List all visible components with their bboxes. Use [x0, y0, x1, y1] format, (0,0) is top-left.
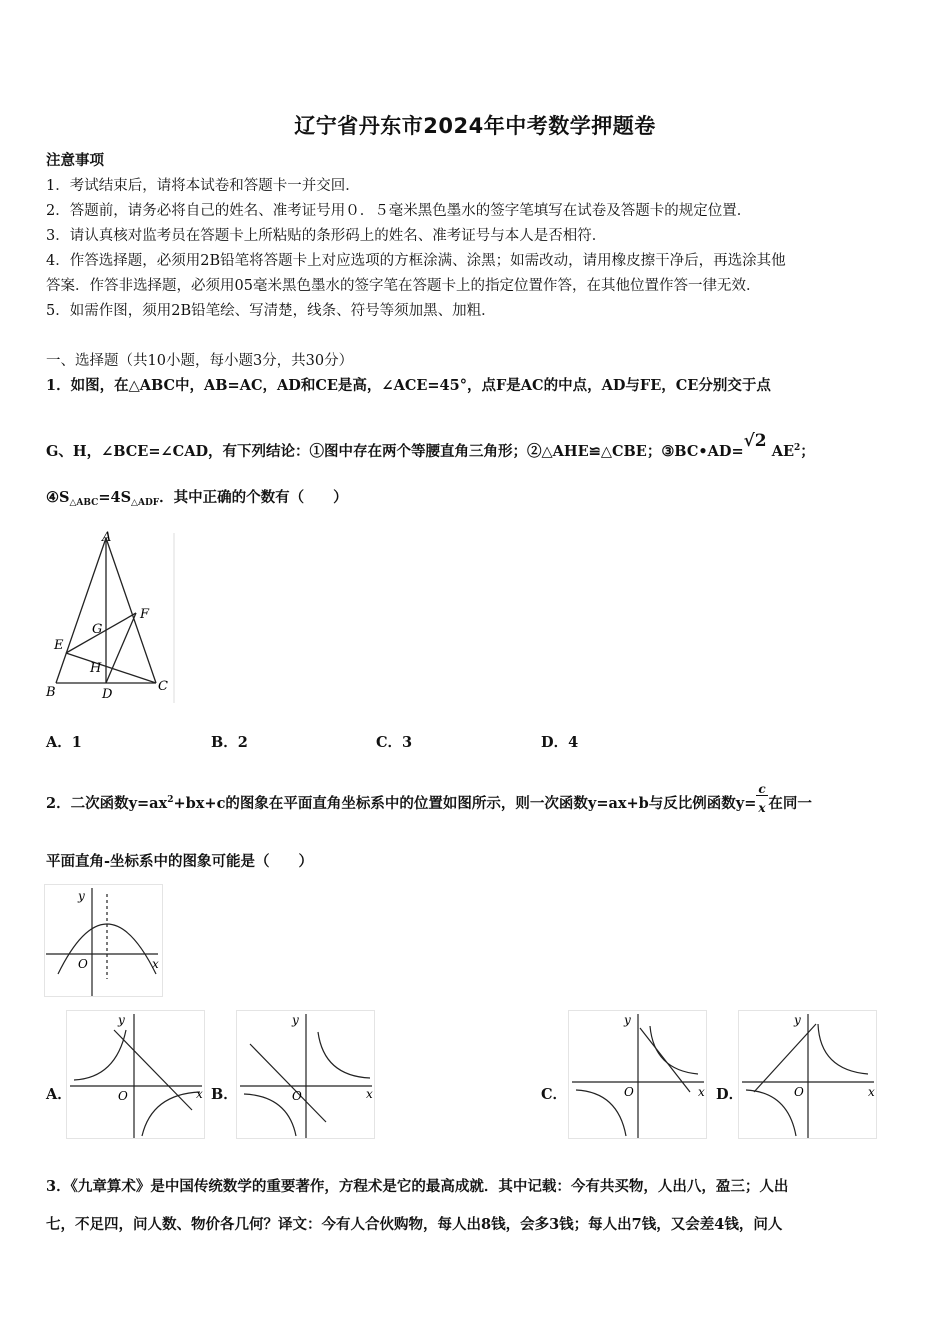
qa-origin: O	[118, 1089, 128, 1103]
q2-option-a-graph[interactable]	[66, 1010, 208, 1142]
q2-parabola-figure	[44, 884, 166, 1000]
q1-line3	[46, 487, 348, 514]
q2-line1-b: +bx+c的图象在平面直角坐标系中的位置如图所示，则一次函数y=ax+b与反比例函数y=	[173, 795, 757, 812]
qd-origin: O	[794, 1085, 804, 1099]
notice-item-1: 1．考试结束后，请将本试卷和答题卡一并交回．	[46, 178, 360, 194]
qd-axis-x: x	[868, 1085, 875, 1099]
q2-option-d[interactable]: D．	[716, 1086, 744, 1103]
q2-option-d-graph[interactable]	[738, 1010, 880, 1142]
label-b: B	[46, 685, 56, 700]
q1-line3-b: =4S	[98, 489, 132, 506]
qb-axis-y: y	[292, 1013, 299, 1027]
q2-option-c-graph[interactable]	[568, 1010, 710, 1142]
q2-line1-a: 2．二次函数y=ax	[46, 795, 168, 812]
q1-option-a[interactable]: A．1	[46, 734, 82, 751]
q2-option-b[interactable]: B．	[211, 1086, 238, 1103]
q1-line2-end: ；	[800, 443, 815, 460]
q1-line2-text: G、H，∠BCE=∠CAD，有下列结论：①图中存在两个等腰直角三角形；②△AHE≌△CBE；③BC•AD=	[46, 443, 744, 460]
q2-axis-x: x	[152, 957, 159, 971]
q2-line1-sup: 2	[167, 795, 174, 805]
label-d: D	[102, 687, 113, 702]
notice-item-4: 4．作答选择题，必须用2B铅笔将答题卡上对应选项的方框涂满、涂黑；如需改动，请用橡皮擦干净后，再选涂其他	[46, 253, 786, 269]
q2-origin: O	[78, 957, 88, 971]
sqrt-two: √2	[743, 431, 767, 451]
label-h: H	[90, 661, 102, 676]
qc-axis-y: y	[624, 1013, 631, 1027]
fraction-c-over-x	[756, 782, 768, 815]
notice-item-2: 2．答题前，请务必将自己的姓名、准考证号用０．５毫米黑色墨水的签字笔填写在试卷及答题卡的规定位置．	[46, 203, 752, 219]
label-f: F	[140, 607, 150, 622]
q1-line3-a: ④S	[46, 489, 70, 506]
label-e: E	[54, 638, 64, 653]
qc-axis-x: x	[698, 1085, 705, 1099]
q2-option-a[interactable]: A．	[46, 1086, 72, 1103]
label-c: C	[158, 679, 168, 694]
q2-option-b-graph[interactable]	[236, 1010, 378, 1142]
qb-origin: O	[292, 1089, 302, 1103]
q1-line1: 1．如图，在△ABC中，AB=AC，AD和CE是高，∠ACE=45°，点F是AC的中点，AD与FE，CE分别交于点	[46, 377, 771, 394]
q1-option-c[interactable]: C．3	[376, 734, 413, 751]
qc-origin: O	[624, 1085, 634, 1099]
q1-line3-sub2: △ADF	[131, 498, 160, 508]
qa-axis-x: x	[196, 1087, 203, 1101]
qb-axis-x: x	[366, 1087, 373, 1101]
notice-item-4-cont: 答案．作答非选择题，必须用05毫米黑色墨水的签字笔在答题卡上的指定位置作答，在其他位置作答一律无效．	[46, 278, 761, 294]
q2-axis-y: y	[78, 889, 85, 903]
q1-line3-c: ．其中正确的个数有（ ）	[159, 489, 348, 506]
q2-option-c[interactable]: C．	[541, 1086, 568, 1103]
q1-line2	[46, 431, 815, 463]
label-a: A	[102, 530, 112, 545]
q3-line1: 3．《九章算术》是中国传统数学的重要著作，方程术是它的最高成就．其中记载：今有共买物，人出八，盈三；人出	[46, 1178, 789, 1195]
q2-line2: 平面直角-坐标系中的图象可能是（ ）	[46, 853, 314, 870]
frac-den: x	[758, 801, 766, 815]
label-g: G	[92, 622, 103, 637]
q1-line2-ae: AE	[771, 443, 795, 460]
q2-line1	[46, 782, 812, 815]
q3-line2: 七，不足四，问人数、物价各几何？译文：今有人合伙购物，每人出8钱，会多3钱；每人出7钱，又会差4钱，问人	[46, 1216, 783, 1233]
q2-line1-c: 在同一	[768, 795, 812, 812]
section-heading: 一、选择题（共10小题，每小题3分，共30分）	[46, 353, 354, 369]
qd-axis-y: y	[794, 1013, 801, 1027]
q1-option-d[interactable]: D．4	[541, 734, 579, 751]
notice-item-5: 5．如需作图，须用2B铅笔绘、写清楚，线条、符号等须加黑、加粗．	[46, 303, 496, 319]
q1-line3-sub1: △ABC	[69, 498, 99, 508]
qa-axis-y: y	[118, 1013, 125, 1027]
page-title: 辽宁省丹东市2024年中考数学押题卷	[294, 114, 656, 138]
frac-num: c	[758, 782, 766, 796]
notice-item-3: 3．请认真核对监考员在答题卡上所粘贴的条形码上的姓名、准考证号与本人是否相符．	[46, 228, 607, 244]
q1-option-b[interactable]: B．2	[211, 734, 248, 751]
q1-line2-sup: 2	[794, 443, 801, 453]
notice-heading: 注意事项	[46, 153, 104, 169]
q1-triangle-figure	[44, 528, 179, 708]
